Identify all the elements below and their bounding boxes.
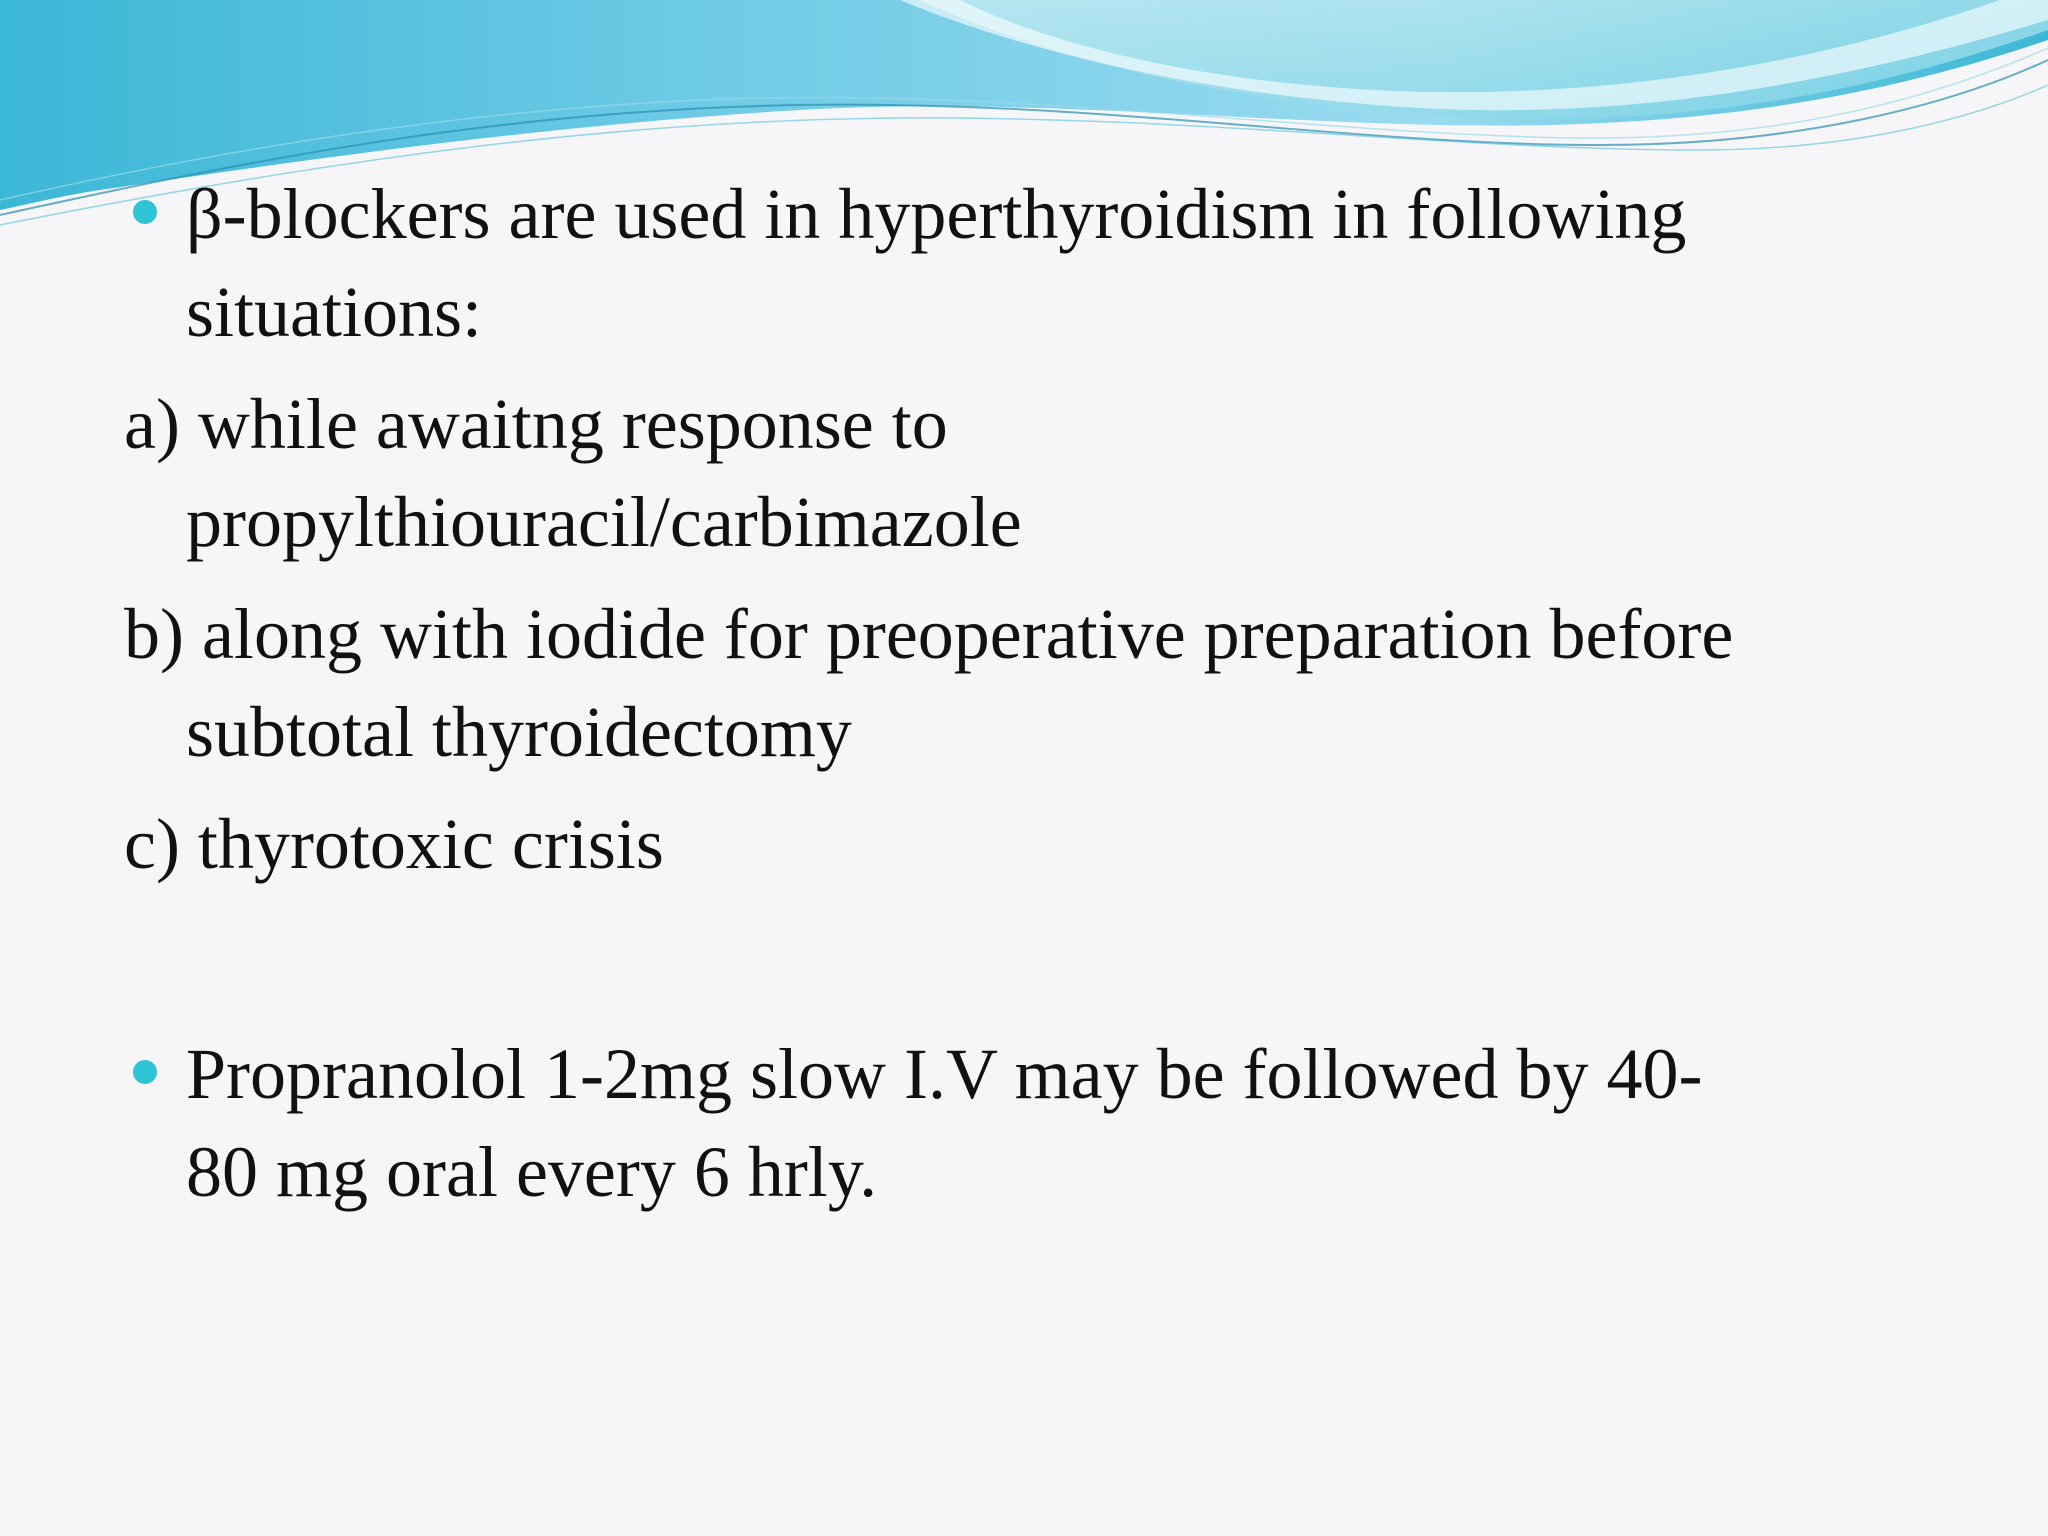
item-a-line-2: propylthiouracil/carbimazole [186, 482, 1022, 562]
bullet-dot-icon [133, 1060, 157, 1084]
item-c-line-1: c) thyrotoxic crisis [124, 804, 664, 884]
bullet-2-line-1: Propranolol 1-2mg slow I.V may be followed by 40- [186, 1034, 1703, 1114]
bullet-dot-icon [133, 200, 157, 224]
item-b-line-1: b) along with iodide for preoperative preparation before [124, 594, 1734, 674]
bullet-2-line-2: 80 mg oral every 6 hrly. [186, 1132, 878, 1212]
item-b-line-2: subtotal thyroidectomy [186, 692, 852, 772]
bullet-1-line-2: situations: [186, 272, 483, 352]
bullet-1-line-1: β-blockers are used in hyperthyroidism in following [186, 174, 1687, 254]
item-a-line-1: a) while awaitng response to [124, 384, 948, 464]
